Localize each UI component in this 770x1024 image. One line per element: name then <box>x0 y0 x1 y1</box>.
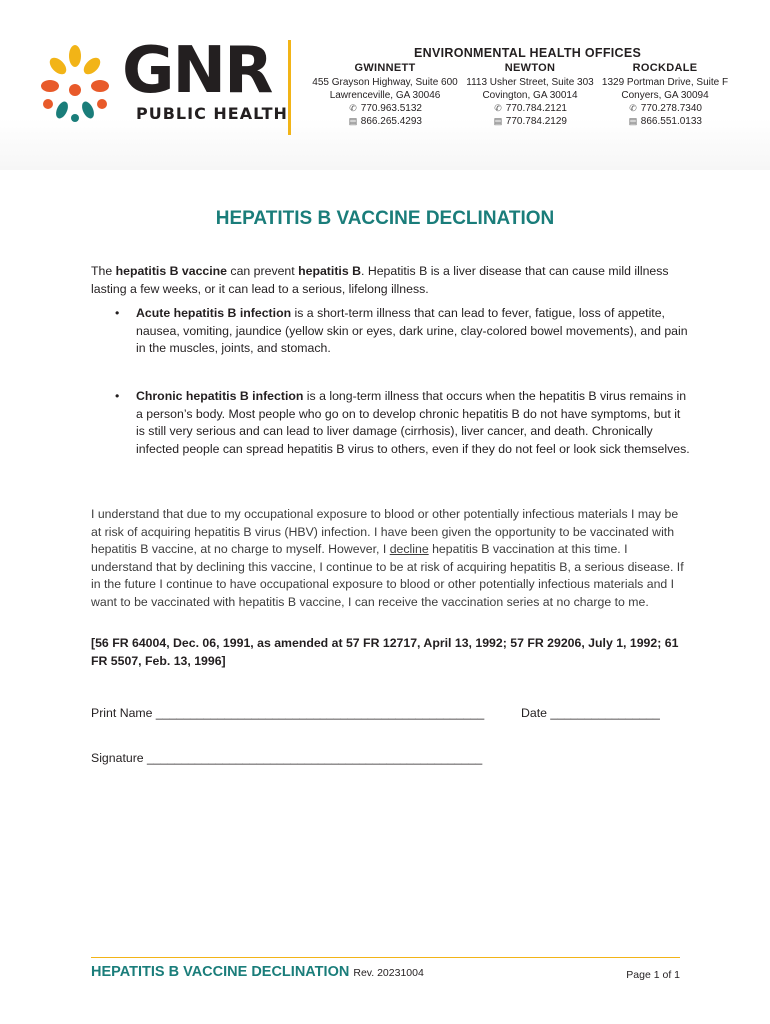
office-name: GWINNETT <box>354 62 416 74</box>
statement-text: hepatitis B vaccination at this time. I understand that by declining this vaccine, I continue to be at risk of acquiring hepatitis B, a serious disease. If in the future I continue to have occupational exposure to blood or other potentially infectious materials and I want to be vaccinated with hepatitis B vaccine, I can receive the vaccination series at no charge to me. <box>91 542 684 609</box>
statement-text: I understand that due to my occupational exposure to blood or other potentially infectious materials I may be at risk of acquiring hepatitis B virus (HBV) infection. I have been given the opportunity to be vaccinated with hepatitis B vaccine, at no charge to myself. However, I <box>91 507 679 556</box>
intro-text: . Hepatitis B is a liver disease that can cause mild illness lasting a few weeks, or it can lead to a serious, lifelong illness. <box>91 264 669 296</box>
gnr-flower-logo <box>40 44 110 124</box>
office-fax: 866.551.0133 <box>640 116 702 127</box>
decline-word: decline <box>389 542 429 556</box>
footer-title-text: HEPATITIS B VACCINE DECLINATION <box>91 964 350 980</box>
bullet-term: Acute hepatitis B infection <box>136 306 292 320</box>
intro-bold-term: hepatitis B vaccine <box>115 264 228 278</box>
office-address-line1: 1329 Portman Drive, Suite F <box>601 77 729 88</box>
bullet-chronic <box>115 388 690 458</box>
office-gwinnett <box>312 62 458 128</box>
offices-title: ENVIRONMENTAL HEALTH OFFICES <box>414 46 642 60</box>
brand-name: GNR <box>122 34 272 108</box>
bullet-marker: • <box>115 389 120 403</box>
office-fax: 866.265.4293 <box>360 116 422 127</box>
bullet-marker: • <box>115 306 120 320</box>
brand-subtitle: PUBLIC HEALTH <box>136 104 288 123</box>
intro-paragraph <box>91 263 691 298</box>
print-name-field[interactable]: Print Name ________________________________________________ <box>91 706 485 720</box>
phone-icon: ✆ <box>629 103 637 113</box>
intro-bold-term: hepatitis B <box>298 264 361 278</box>
office-phone: 770.278.7340 <box>640 103 702 114</box>
footer-title <box>91 964 424 980</box>
signature-field[interactable]: Signature _________________________________________________ <box>91 751 483 765</box>
bullet-acute <box>115 305 690 358</box>
date-field[interactable]: Date ________________ <box>521 706 660 720</box>
office-address-line2: Lawrenceville, GA 30046 <box>329 90 441 101</box>
office-newton <box>462 62 598 128</box>
office-fax: 770.784.2129 <box>505 116 567 127</box>
office-address-line1: 455 Grayson Highway, Suite 600 <box>312 77 458 88</box>
footer-revision: Rev. 20231004 <box>353 967 424 979</box>
office-name: NEWTON <box>504 62 556 74</box>
fax-icon: ▤ <box>628 116 638 126</box>
brand <box>122 34 288 123</box>
page-number: Page 1 of 1 <box>626 969 680 981</box>
fax-icon: ▤ <box>348 116 358 126</box>
header-divider <box>288 40 291 135</box>
regulation-citation: [56 FR 64004, Dec. 06, 1991, as amended at 57 FR 12717, April 13, 1992; 57 FR 29206, July 1, 1992; 61 FR 5507, Feb. 13, 1996] <box>91 636 679 668</box>
intro-text: The <box>91 264 116 278</box>
fax-icon: ▤ <box>493 116 503 126</box>
office-address-line1: 1113 Usher Street, Suite 303 <box>466 77 594 88</box>
document-title: HEPATITIS B VACCINE DECLINATION <box>215 208 555 229</box>
office-phone: 770.963.5132 <box>360 103 422 114</box>
bullet-text: is a long-term illness that occurs when the hepatitis B virus remains in a person’s body. Most people who go on to develop chronic hepatitis B do not have symptoms, but it is still very serious and can lead to liver damage (cirrhosis), liver cancer, and death. Chronically infected people can spread hepatitis B virus to others, even if they do not feel or look sick themselves. <box>136 389 690 456</box>
phone-icon: ✆ <box>349 103 357 113</box>
office-phone: 770.784.2121 <box>505 103 567 114</box>
office-address-line2: Covington, GA 30014 <box>482 90 578 101</box>
declination-statement <box>91 506 691 611</box>
office-rockdale <box>600 62 730 128</box>
phone-icon: ✆ <box>494 103 502 113</box>
bullet-text: is a short-term illness that can lead to fever, fatigue, loss of appetite, nausea, vomiting, jaundice (yellow skin or eyes, dark urine, clay-colored bowel movements), and pain in the muscles, joints, and stomach. <box>136 306 688 355</box>
office-address-line2: Conyers, GA 30094 <box>621 90 709 101</box>
intro-text: can prevent <box>227 264 299 278</box>
bullet-term: Chronic hepatitis B infection <box>136 389 304 403</box>
footer-divider <box>91 957 680 958</box>
office-name: ROCKDALE <box>632 62 698 74</box>
